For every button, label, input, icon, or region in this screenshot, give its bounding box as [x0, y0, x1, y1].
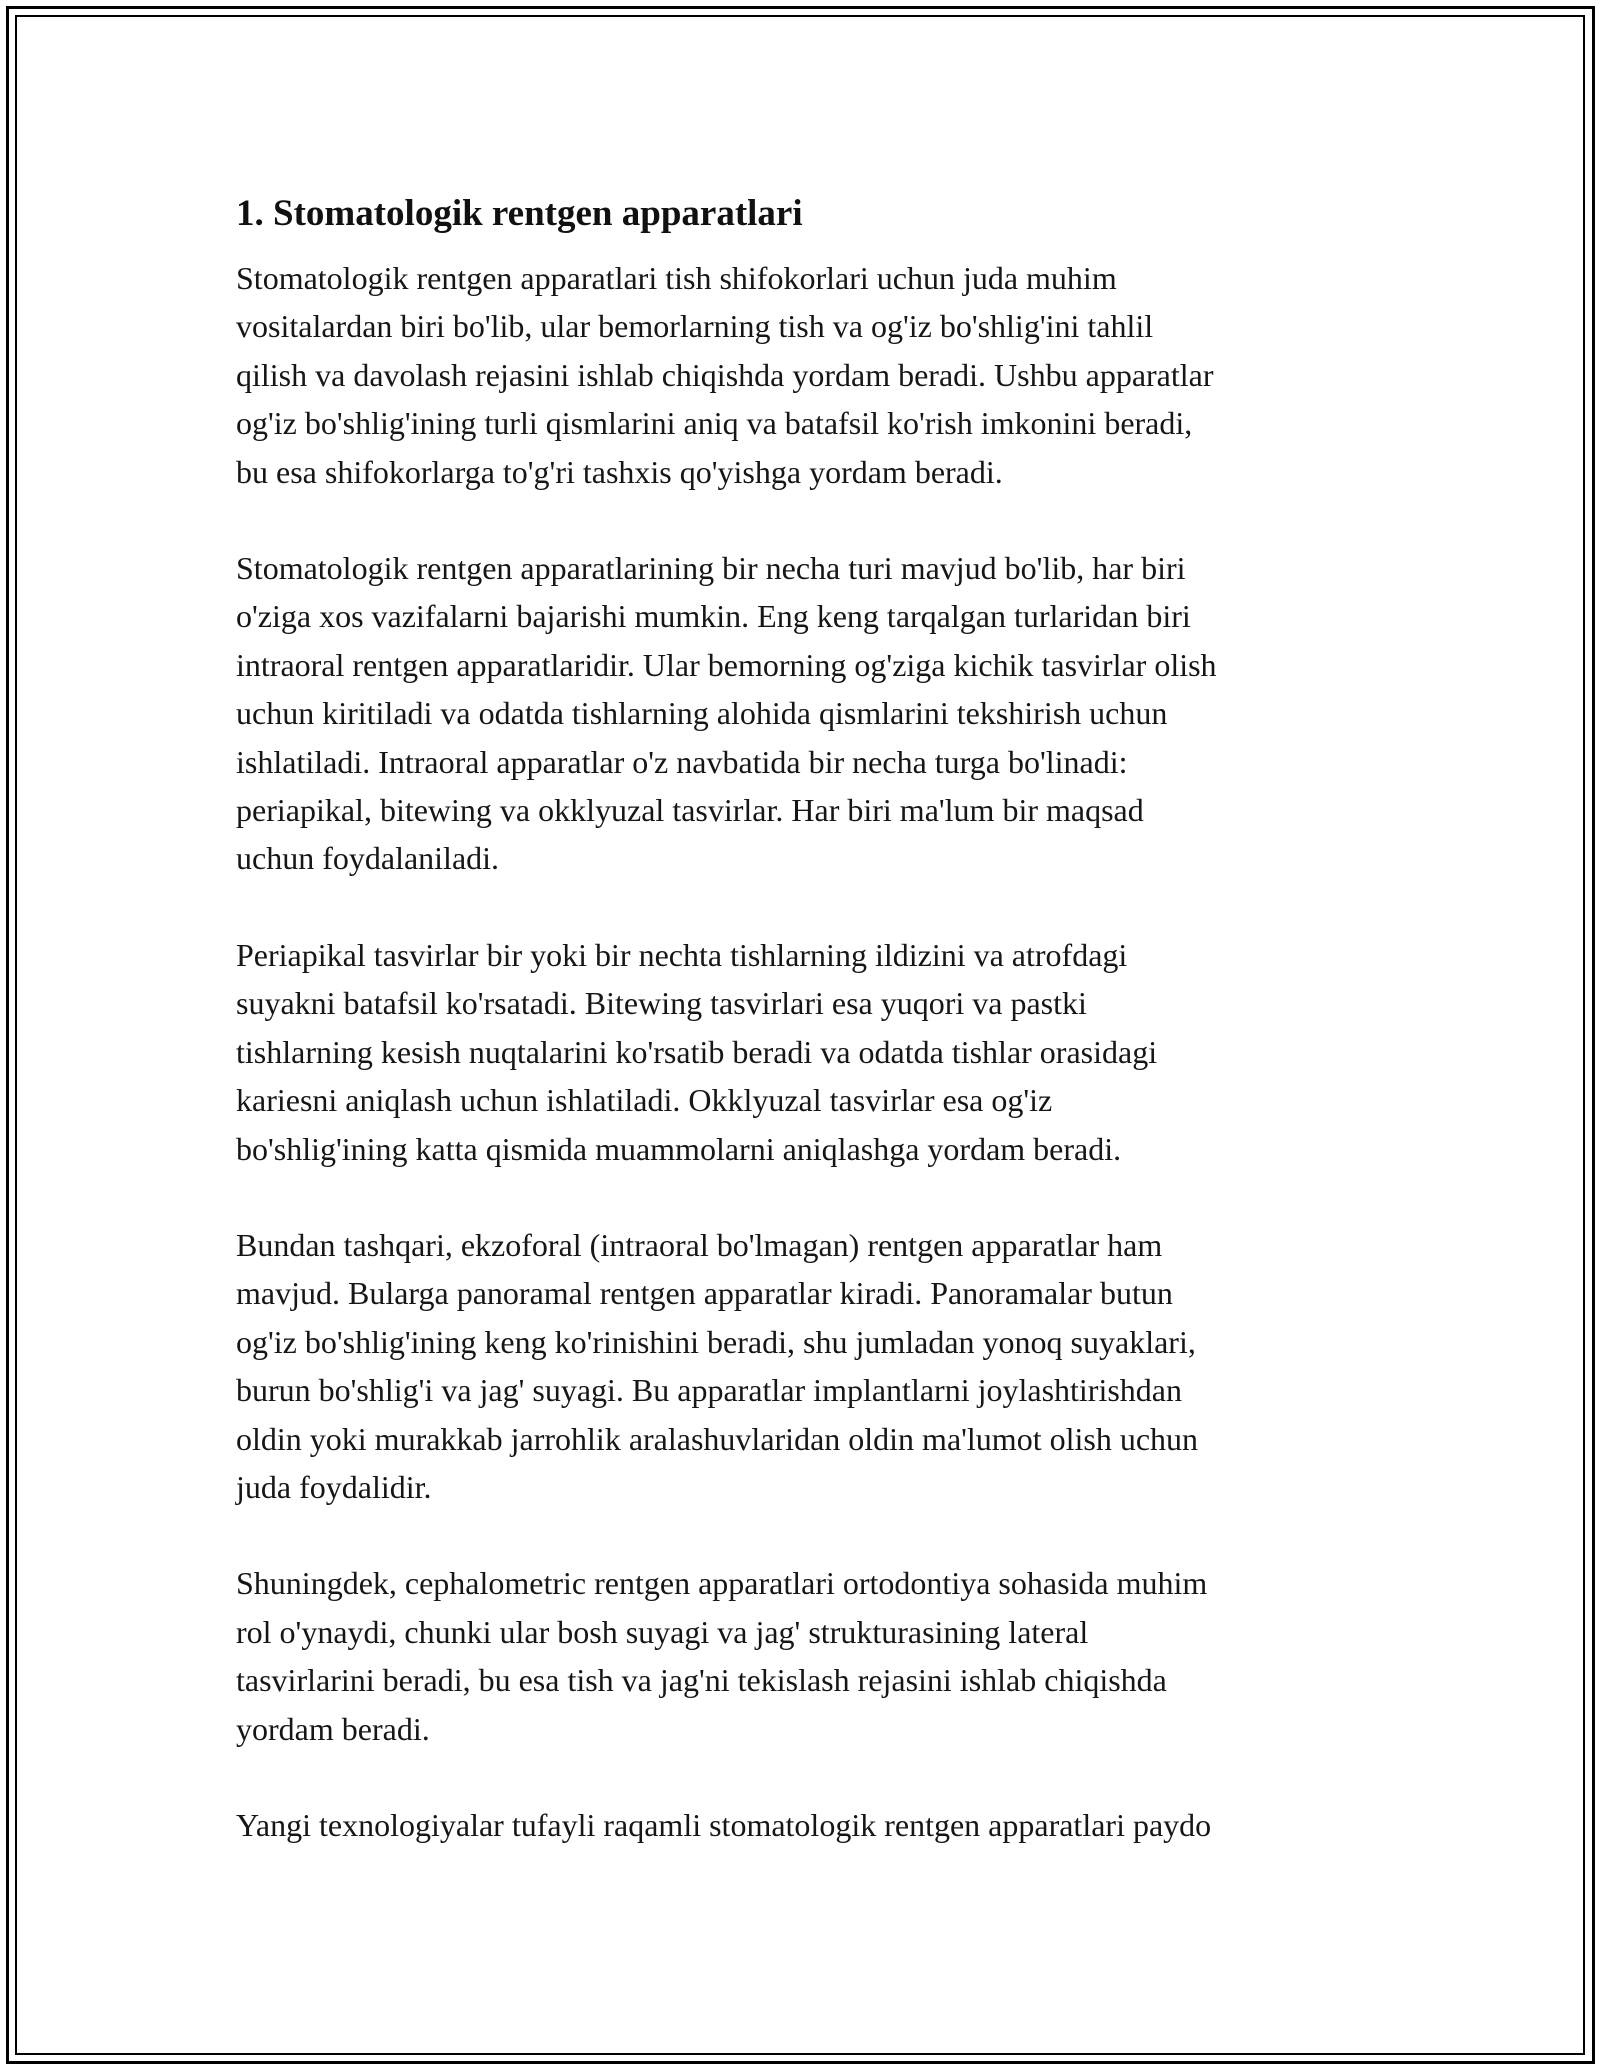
- paragraph-intraoral-types: Stomatologik rentgen apparatlarining bir necha turi mavjud bo'lib, har biri o'ziga xos vazifalarni bajarishi mumkin. Eng keng tarqalgan turlaridan biri intraoral rentgen apparatlaridir. Ular bemorning og'ziga kichik tasvirlar olish uchun kiritiladi va odatda tishlarning alohida qismlarini tekshirish uchun ishlatiladi. Intraoral apparatlar o'z navbatida bir necha turga bo'linadi: periapikal, bitewing va okklyuzal tasvirlar. Har biri ma'lum bir maqsad uchun foydalaniladi.: [236, 550, 1217, 877]
- section-heading: 1. Stomatologik rentgen apparatlari: [236, 193, 803, 234]
- paragraph-image-types: Periapikal tasvirlar bir yoki bir nechta tishlarning ildizini va atrofdagi suyakni batafsil ko'rsatadi. Bitewing tasvirlari esa yuqori va pastki tishlarning kesish nuqtalarini ko'rsatib beradi va odatda tishlar orasidagi kariesni aniqlash uchun ishlatiladi. Okklyuzal tasvirlar esa og'iz bo'shlig'ining katta qismida muammolarni aniqlashga yordam beradi.: [236, 936, 1158, 1167]
- paragraph-digital: Yangi texnologiyalar tufayli raqamli stomatologik rentgen apparatlari paydo: [236, 1806, 1212, 1843]
- document-body: [236, 186, 1376, 1897]
- paragraph-panoramic: Bundan tashqari, ekzoforal (intraoral bo'lmagan) rentgen apparatlar ham mavjud. Bularga panoramal rentgen apparatlar kiradi. Panoramalar butun og'iz bo'shlig'ining keng ko'rinishini beradi, shu jumladan yonoq suyaklari, burun bo'shlig'i va jag' suyagi. Bu apparatlar implantlarni joylashtirishdan oldin yoki murakkab jarrohlik aralashuvlaridan oldin ma'lumot olish uchun juda foydalidir.: [236, 1226, 1199, 1505]
- paragraph-intro: Stomatologik rentgen apparatlari tish shifokorlari uchun juda muhim vositalardan biri bo'lib, ular bemorlarning tish va og'iz bo'shlig'ini tahlil qilish va davolash rejasini ishlab chiqishda yordam beradi. Ushbu apparatlar og'iz bo'shlig'ining turli qismlarini aniq va batafsil ko'rish imkonini beradi, bu esa shifokorlarga to'g'ri tashxis qo'yishga yordam beradi.: [236, 260, 1214, 490]
- paragraph-cephalometric: Shuningdek, cephalometric rentgen apparatlari ortodontiya sohasida muhim rol o'ynaydi, chunki ular bosh suyagi va jag' strukturasining lateral tasvirlarini beradi, bu esa tish va jag'ni tekislash rejasini ishlab chiqishda yordam beradi.: [236, 1565, 1208, 1747]
